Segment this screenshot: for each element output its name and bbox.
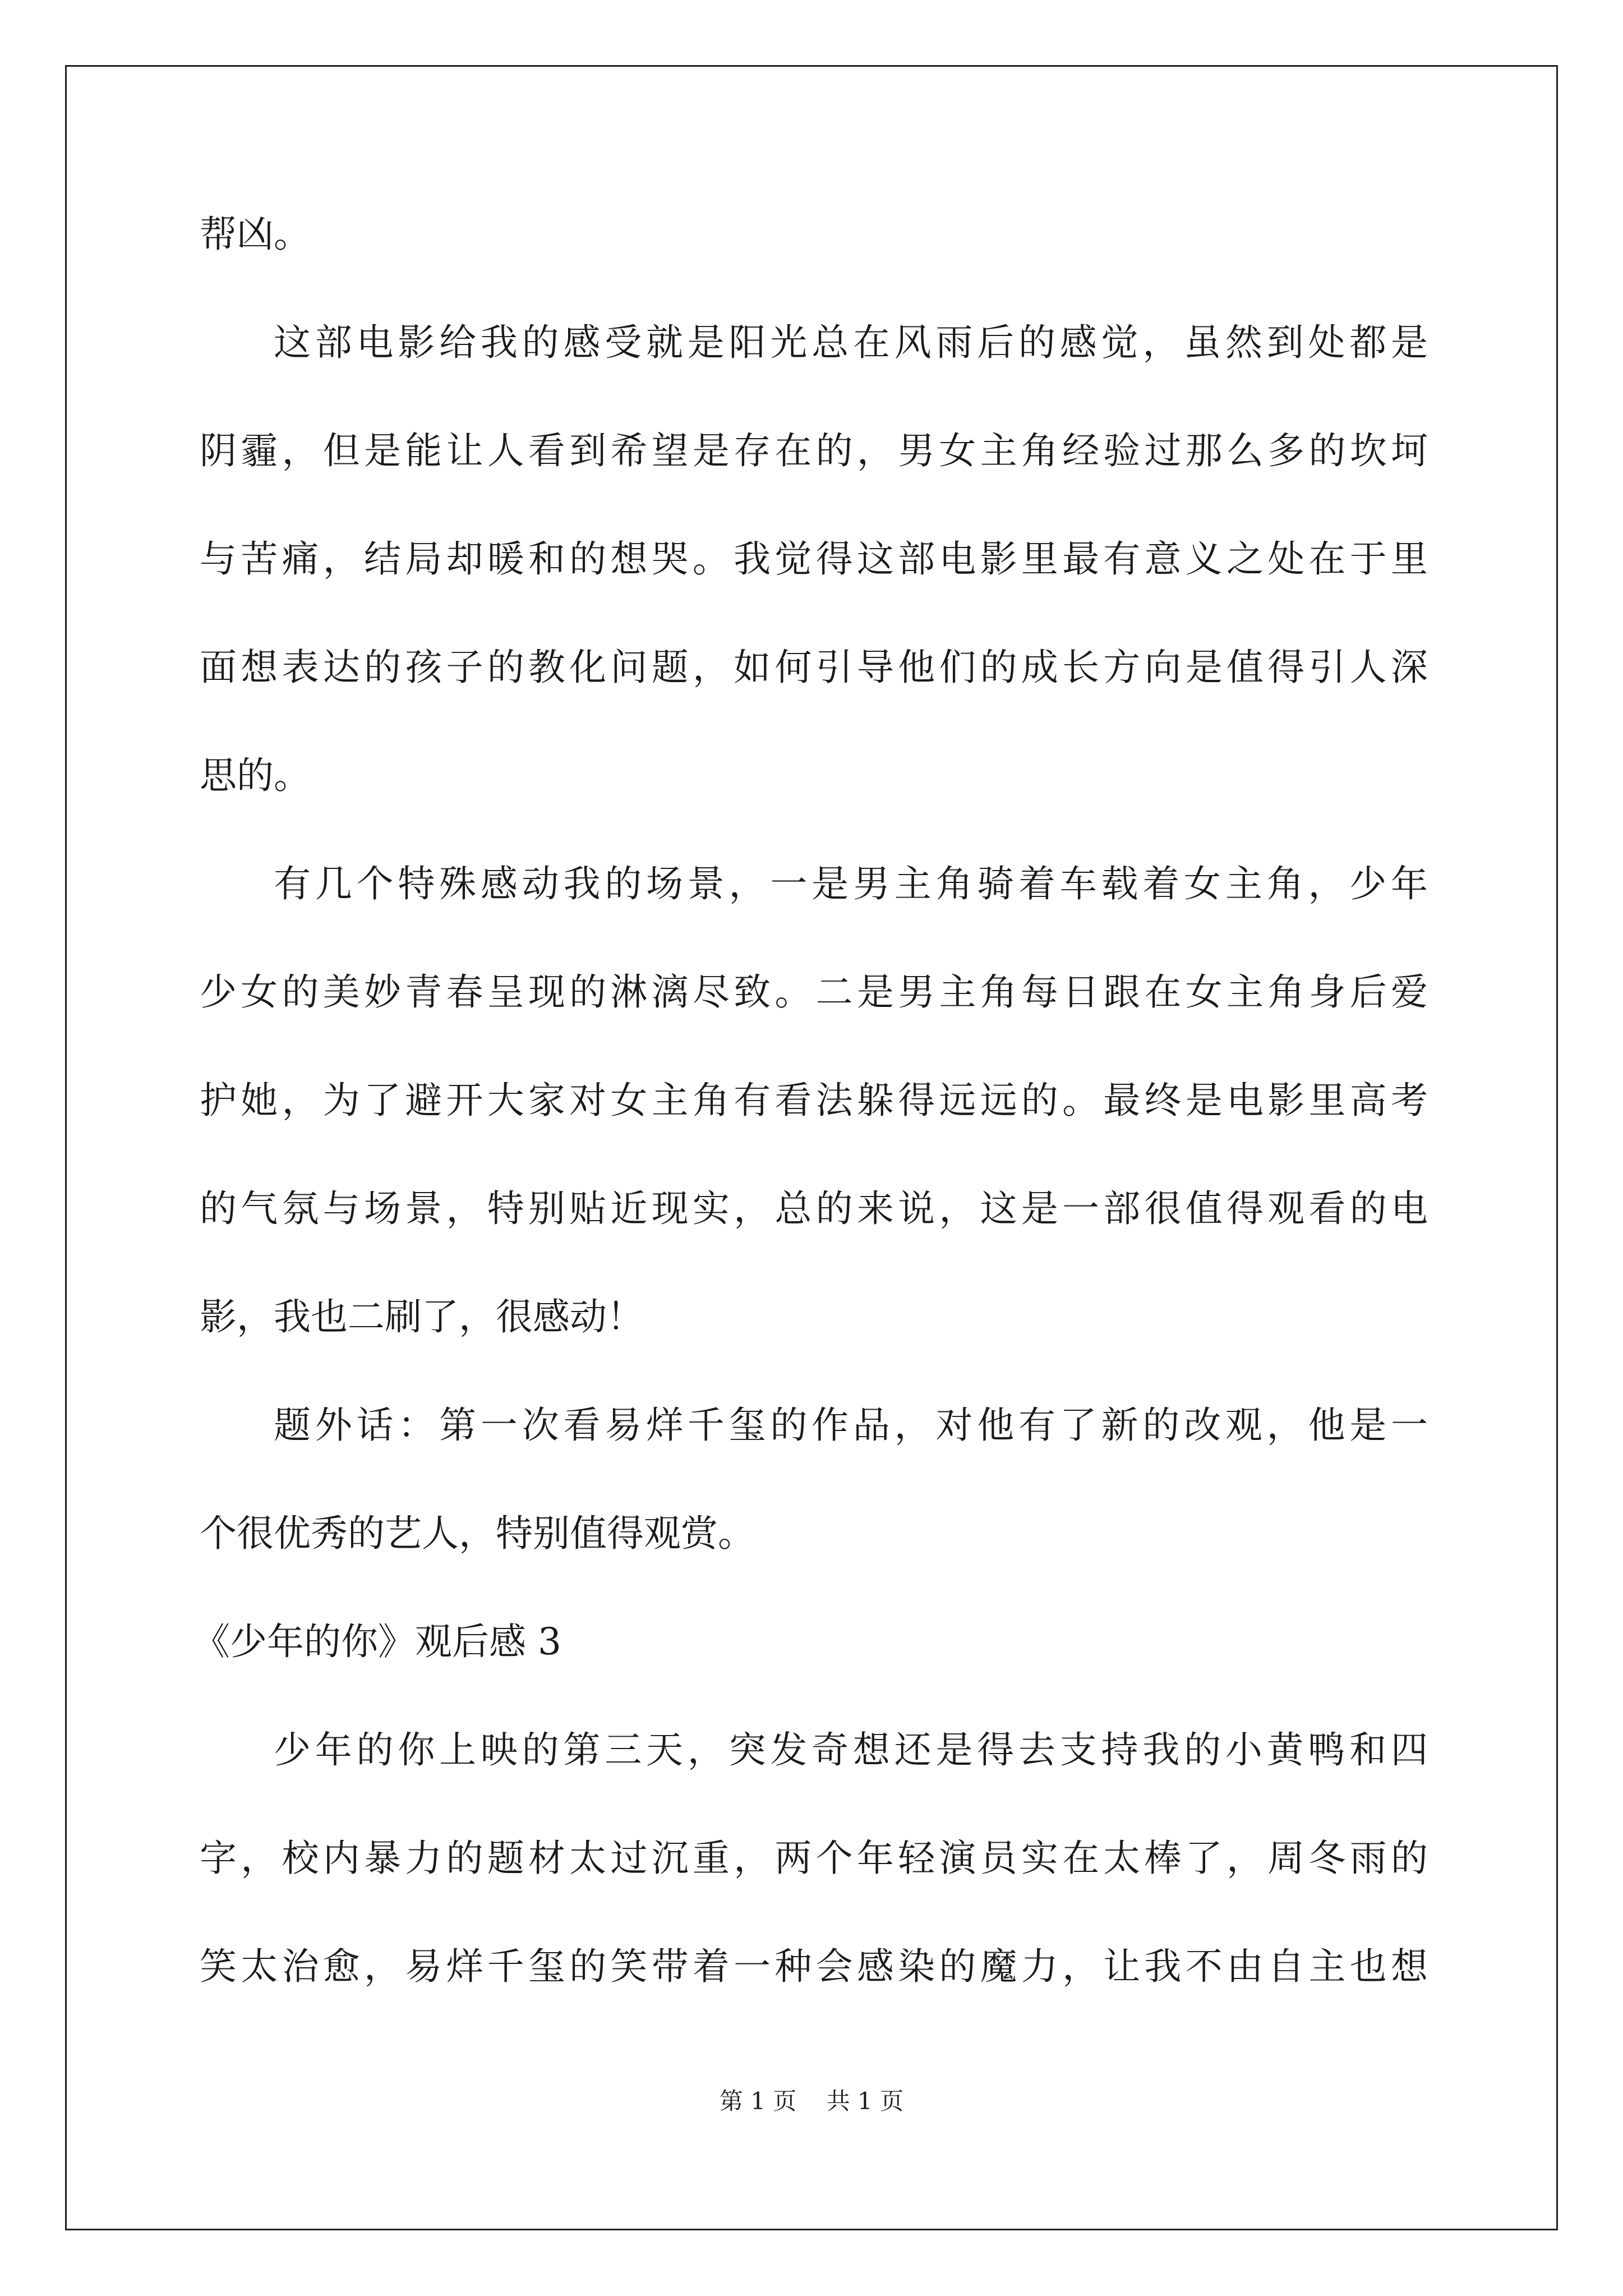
paragraph-first-line: 这部电影给我的感受就是阳光总在风雨后的感觉，虽然到处都是 <box>274 321 1428 364</box>
page-number-footer: 第 1 页 共 1 页 <box>719 2087 904 2115</box>
text-line: 面想表达的孩子的教化问题，如何引导他们的成长方向是值得引人深 <box>200 646 1428 689</box>
section-heading: 《少年的你》观后感 3 <box>193 1620 561 1663</box>
text-line: 影，我也二刷了，很感动！ <box>200 1295 644 1338</box>
text-line: 帮凶。 <box>200 213 311 256</box>
text-line: 与苦痛，结局却暖和的想哭。我觉得这部电影里最有意义之处在于里 <box>200 537 1428 581</box>
text-line: 笑太治愈，易烊千玺的笑带着一种会感染的魔力，让我不由自主也想 <box>200 1945 1428 1988</box>
text-line: 阴霾，但是能让人看到希望是存在的，男女主角经验过那么多的坎坷 <box>200 429 1428 472</box>
text-line: 字，校内暴力的题材太过沉重，两个年轻演员实在太棒了，周冬雨的 <box>200 1837 1428 1880</box>
text-line: 个很优秀的艺人，特别值得观赏。 <box>200 1512 755 1555</box>
text-line: 少女的美妙青春呈现的淋漓尽致。二是男主角每日跟在女主角身后爱 <box>200 970 1428 1014</box>
text-line: 思的。 <box>200 754 311 797</box>
text-line: 护她，为了避开大家对女主角有看法躲得远远的。最终是电影里高考 <box>200 1079 1428 1122</box>
paragraph-first-line: 题外话：第一次看易烊千玺的作品，对他有了新的改观，他是一 <box>274 1404 1428 1447</box>
document-body <box>193 213 1428 2056</box>
text-line: 的气氛与场景，特别贴近现实，总的来说，这是一部很值得观看的电 <box>200 1187 1428 1230</box>
paragraph-first-line: 少年的你上映的第三天，突发奇想还是得去支持我的小黄鸭和四 <box>274 1728 1428 1772</box>
paragraph-first-line: 有几个特殊感动我的场景，一是男主角骑着车载着女主角，少年 <box>274 862 1428 905</box>
